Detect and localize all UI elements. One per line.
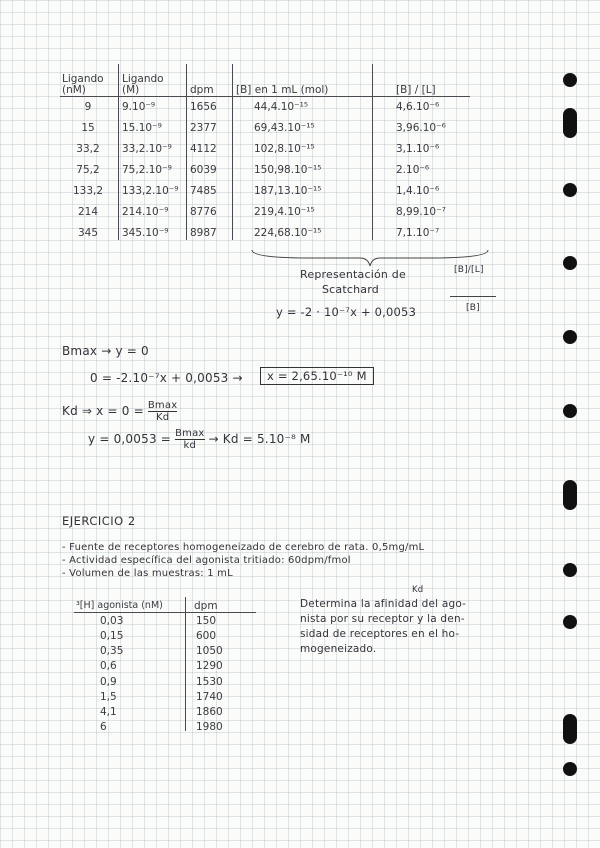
scatchard-equation: y = -2 · 10⁻⁷x + 0,0053 — [276, 305, 417, 319]
cell-agonist-conc: 6 — [100, 721, 107, 734]
binder-hole-5 — [563, 404, 577, 418]
task-line-3: sidad de receptores en el ho- — [300, 628, 460, 640]
header-dpm-2: dpm — [194, 599, 218, 612]
cell-bound-free: 2.10⁻⁶ — [396, 163, 430, 176]
cell-dpm: 8776 — [190, 205, 217, 218]
table-row — [72, 720, 229, 735]
cell-bound-free: 3,96.10⁻⁶ — [396, 121, 446, 134]
table-row — [58, 201, 450, 222]
binder-hole-6 — [563, 563, 577, 577]
cell-dpm: 8987 — [190, 226, 217, 239]
cell-ligand-m: 75,2.10⁻⁹ — [122, 163, 172, 176]
cell-ligand-m: 33,2.10⁻⁹ — [122, 142, 172, 155]
cell-dpm: 1656 — [190, 100, 217, 113]
table-row — [72, 644, 229, 659]
header-bound: [B] en 1 mL (mol) — [236, 84, 329, 96]
kd-note: Kd — [412, 585, 424, 595]
cell-dpm: 1740 — [196, 690, 223, 703]
cell-dpm: 150 — [196, 614, 217, 627]
cell-ligand-nm: 33,2 — [76, 142, 100, 155]
cell-bound: 224,68.10⁻¹⁵ — [254, 226, 322, 239]
binder-hole-8 — [563, 762, 577, 776]
cell-dpm: 1290 — [196, 660, 223, 673]
kd-fraction — [148, 400, 177, 423]
cell-ligand-nm: 214 — [77, 205, 99, 218]
cell-dpm: 1980 — [196, 721, 223, 734]
table-row — [58, 222, 450, 243]
header-ligand-m: Ligando (M) — [122, 73, 164, 96]
binder-hole-4 — [563, 330, 577, 344]
bmax-equation: 0 = -2.10⁻⁷x + 0,0053 → — [90, 371, 243, 385]
cell-bound-free: 8,99.10⁻⁷ — [396, 205, 446, 218]
cell-bound-free: 4,6.10⁻⁶ — [396, 100, 440, 113]
cell-bound-free: 7,1.10⁻⁷ — [396, 226, 440, 239]
cell-ligand-m: 214.10⁻⁹ — [122, 205, 169, 218]
cell-agonist-conc: 0,15 — [100, 629, 124, 642]
table-row — [72, 674, 229, 689]
cell-bound: 69,43.10⁻¹⁵ — [254, 121, 315, 134]
cell-bound: 44,4.10⁻¹⁵ — [254, 100, 309, 113]
cell-agonist-conc: 0,6 — [100, 660, 117, 673]
cell-dpm: 4112 — [190, 142, 217, 155]
cell-dpm: 6039 — [190, 163, 217, 176]
table-row — [72, 659, 229, 674]
intercept-prefix: y = 0,0053 = — [88, 432, 172, 446]
scatchard-label-1: Representación de — [300, 268, 406, 281]
cell-dpm: 2377 — [190, 121, 217, 134]
header-agonist-conc: ³[H] agonista (nM) — [76, 600, 163, 612]
header-bound-free: [B] / [L] — [396, 84, 436, 96]
cell-ligand-nm: 9 — [84, 100, 92, 113]
scatchard-label-2: Scatchard — [322, 283, 379, 296]
cell-agonist-conc: 0,35 — [100, 645, 124, 658]
cell-bound: 150,98.10⁻¹⁵ — [254, 163, 322, 176]
kd-prefix: Kd ⇒ x = 0 = — [62, 404, 144, 418]
cell-bound-free: 1,4.10⁻⁶ — [396, 184, 440, 197]
intercept-equation — [88, 428, 311, 451]
scatchard-x-axis: [B] — [466, 303, 480, 313]
bmax-result: x = 2,65.10⁻¹⁰ M — [260, 367, 374, 385]
task-line-2: nista por su receptor y la den- — [300, 613, 465, 625]
cell-dpm: 1530 — [196, 675, 223, 688]
bullet-receptor-source: - Fuente de receptores homogeneizado de cerebro de rata. 0,5mg/mL — [62, 542, 425, 553]
exercise2-bullets — [62, 542, 424, 581]
task-description — [300, 598, 466, 658]
intercept-fraction-den: kd — [183, 440, 197, 451]
header-ligand-nm: Ligando (nM) — [62, 73, 104, 96]
table-row — [58, 96, 450, 117]
cell-dpm: 600 — [196, 629, 217, 642]
table-row — [72, 689, 229, 704]
cell-bound-free: 3,1.10⁻⁶ — [396, 142, 440, 155]
cell-ligand-nm: 15 — [81, 121, 95, 134]
cell-bound: 219,4.10⁻¹⁵ — [254, 205, 315, 218]
cell-agonist-conc: 0,03 — [100, 614, 124, 627]
kd-fraction-num: Bmax — [147, 400, 178, 411]
binding-data-table — [58, 66, 450, 243]
table-row — [72, 628, 229, 643]
cell-dpm: 1050 — [196, 645, 223, 658]
bullet-sample-volume: - Volumen de las muestras: 1 mL — [62, 568, 233, 579]
binder-hole-2 — [563, 183, 577, 197]
kd-fraction-den: Kd — [155, 412, 170, 423]
task-line-1: Determina la afinidad del ago- — [300, 598, 467, 610]
table-row — [58, 159, 450, 180]
kd-condition — [62, 400, 177, 423]
cell-ligand-nm: 75,2 — [76, 163, 100, 176]
cell-ligand-m: 15.10⁻⁹ — [122, 121, 162, 134]
binder-hole-3 — [563, 256, 577, 270]
bmax-condition: Bmax → y = 0 — [62, 344, 149, 358]
table-row — [58, 138, 450, 159]
cell-agonist-conc: 4,1 — [100, 705, 117, 718]
cell-ligand-nm: 133,2 — [72, 184, 104, 197]
header-dpm: dpm — [190, 84, 214, 96]
intercept-fraction-num: Bmax — [175, 428, 205, 439]
agonist-data-table — [72, 598, 229, 735]
table-row — [58, 180, 450, 201]
scatchard-y-axis: [B]/[L] — [454, 265, 484, 275]
binder-hole-7 — [563, 615, 577, 629]
cell-agonist-conc: 0,9 — [100, 675, 117, 688]
bullet-specific-activity: - Actividad específica del agonista tritiado: 60dpm/fmol — [62, 555, 351, 566]
kd-result: → Kd = 5.10⁻⁸ M — [208, 432, 311, 446]
binder-hole-1 — [563, 73, 577, 87]
cell-dpm: 1860 — [196, 705, 223, 718]
scatchard-axis-rule — [450, 296, 496, 297]
cell-ligand-nm: 345 — [77, 226, 99, 239]
table-row — [58, 117, 450, 138]
task-line-4: mogeneizado. — [300, 643, 377, 655]
binder-slot-3 — [563, 714, 577, 744]
cell-bound: 102,8.10⁻¹⁵ — [254, 142, 315, 155]
table1-header-row — [58, 66, 450, 96]
cell-ligand-m: 345.10⁻⁹ — [122, 226, 169, 239]
cell-bound: 187,13.10⁻¹⁵ — [254, 184, 322, 197]
exercise2-title: EJERCICIO 2 — [62, 514, 136, 528]
cell-ligand-m: 133,2.10⁻⁹ — [122, 184, 179, 197]
cell-agonist-conc: 1,5 — [100, 690, 117, 703]
cell-ligand-m: 9.10⁻⁹ — [122, 100, 156, 113]
cell-dpm: 7485 — [190, 184, 217, 197]
intercept-fraction — [175, 428, 204, 451]
table-row — [72, 613, 229, 628]
binder-slot-2 — [563, 480, 577, 510]
table-row — [72, 704, 229, 719]
binder-slot-1 — [563, 108, 577, 138]
table2-header-row — [72, 598, 229, 613]
